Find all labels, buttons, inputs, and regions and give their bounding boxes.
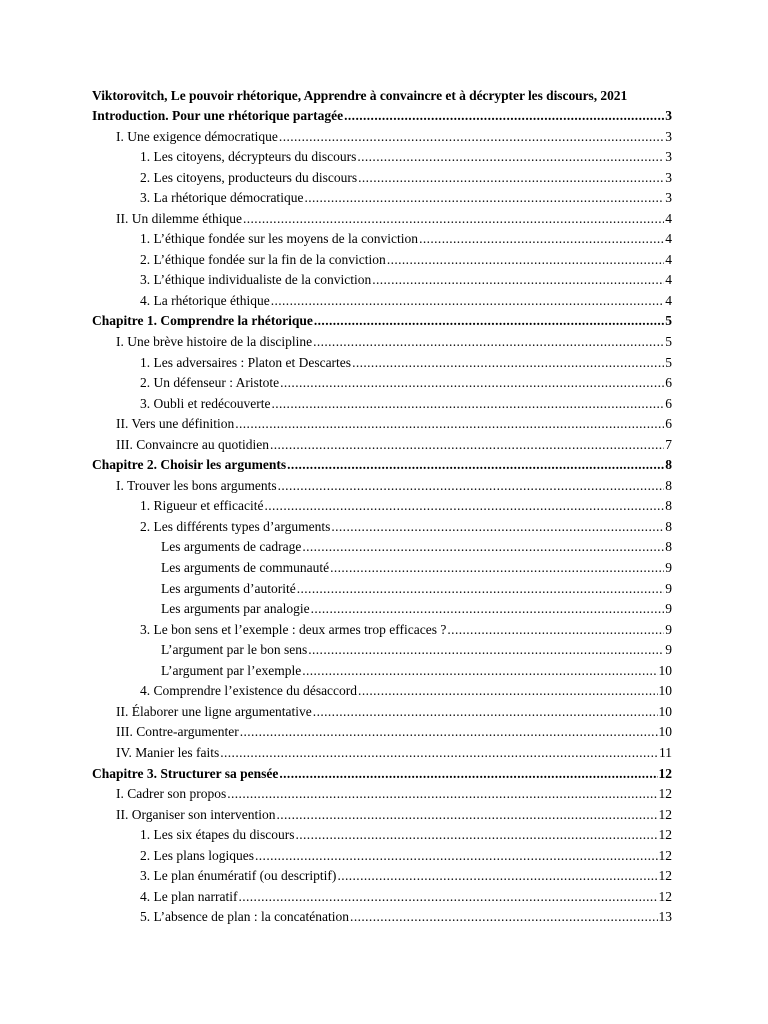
toc-dot-leader bbox=[313, 702, 658, 723]
toc-dot-leader bbox=[279, 764, 657, 785]
toc-entry[interactable] bbox=[92, 476, 672, 497]
toc-entry-label: II. Vers une définition bbox=[116, 416, 235, 432]
toc-dot-leader bbox=[302, 661, 657, 682]
toc-entry-label: 2. Un défenseur : Aristote bbox=[140, 375, 280, 391]
toc-entry[interactable] bbox=[92, 825, 672, 846]
toc-dot-leader bbox=[304, 188, 664, 209]
toc-dot-leader bbox=[238, 887, 657, 908]
toc-dot-leader bbox=[358, 168, 664, 189]
toc-entry-label: 4. La rhétorique éthique bbox=[140, 292, 270, 308]
toc-entry[interactable] bbox=[92, 805, 672, 826]
toc-entry[interactable] bbox=[92, 620, 672, 641]
toc-entry-page-number: 4 bbox=[665, 210, 672, 226]
table-of-contents bbox=[92, 106, 672, 928]
toc-entry-page-number: 12 bbox=[658, 868, 672, 884]
toc-entry[interactable] bbox=[92, 168, 672, 189]
toc-dot-leader bbox=[358, 681, 657, 702]
toc-entry[interactable] bbox=[92, 661, 672, 682]
toc-entry-label: 3. L’éthique individualiste de la conviction bbox=[140, 272, 372, 288]
toc-entry-page-number: 4 bbox=[665, 231, 672, 247]
toc-entry-page-number: 9 bbox=[665, 601, 672, 617]
toc-dot-leader bbox=[387, 250, 664, 271]
toc-entry-label: 2. Les citoyens, producteurs du discours bbox=[140, 169, 358, 185]
toc-entry[interactable] bbox=[92, 764, 672, 785]
toc-entry-page-number: 13 bbox=[658, 909, 672, 925]
toc-dot-leader bbox=[278, 476, 665, 497]
toc-entry-label: Les arguments de cadrage bbox=[161, 539, 302, 555]
toc-entry-label: Chapitre 3. Structurer sa pensée bbox=[92, 765, 279, 781]
toc-entry[interactable] bbox=[92, 702, 672, 723]
toc-entry-page-number: 12 bbox=[658, 888, 672, 904]
toc-entry[interactable] bbox=[92, 229, 672, 250]
toc-entry-label: L’argument par l’exemple bbox=[161, 662, 302, 678]
toc-entry[interactable] bbox=[92, 291, 672, 312]
toc-entry-page-number: 4 bbox=[665, 272, 672, 288]
toc-dot-leader bbox=[297, 579, 665, 600]
toc-dot-leader bbox=[302, 537, 664, 558]
toc-entry-page-number: 5 bbox=[665, 334, 672, 350]
toc-entry-label: Introduction. Pour une rhétorique partagée bbox=[92, 108, 344, 123]
toc-entry-page-number: 9 bbox=[665, 560, 672, 576]
toc-entry-label: 4. Le plan narratif bbox=[140, 888, 238, 904]
toc-entry-page-number: 12 bbox=[658, 847, 672, 863]
toc-entry-page-number: 6 bbox=[665, 395, 672, 411]
toc-entry-page-number: 10 bbox=[658, 683, 672, 699]
toc-entry-page-number: 3 bbox=[665, 108, 672, 123]
toc-entry-label: 1. Rigueur et efficacité bbox=[140, 498, 264, 514]
toc-entry[interactable] bbox=[92, 846, 672, 867]
toc-entry[interactable] bbox=[92, 455, 672, 476]
toc-entry-label: 2. Les plans logiques bbox=[140, 847, 254, 863]
toc-entry-label: I. Cadrer son propos bbox=[116, 786, 227, 802]
toc-dot-leader bbox=[344, 106, 664, 127]
toc-entry[interactable] bbox=[92, 147, 672, 168]
toc-entry[interactable] bbox=[92, 681, 672, 702]
toc-dot-leader bbox=[240, 722, 658, 743]
toc-entry-label: II. Organiser son intervention bbox=[116, 806, 276, 822]
toc-entry[interactable] bbox=[92, 127, 672, 148]
toc-entry-page-number: 7 bbox=[665, 436, 672, 452]
toc-dot-leader bbox=[313, 332, 664, 353]
toc-entry-page-number: 12 bbox=[658, 765, 672, 781]
toc-entry[interactable] bbox=[92, 558, 672, 579]
toc-dot-leader bbox=[271, 291, 665, 312]
toc-entry-page-number: 9 bbox=[665, 580, 672, 596]
toc-entry[interactable] bbox=[92, 373, 672, 394]
toc-entry-page-number: 4 bbox=[665, 292, 672, 308]
toc-dot-leader bbox=[220, 743, 658, 764]
toc-entry[interactable] bbox=[92, 250, 672, 271]
toc-dot-leader bbox=[243, 209, 664, 230]
toc-dot-leader bbox=[330, 558, 664, 579]
toc-entry-page-number: 12 bbox=[658, 806, 672, 822]
toc-entry[interactable] bbox=[92, 866, 672, 887]
toc-entry-page-number: 8 bbox=[665, 518, 672, 534]
toc-entry-page-number: 11 bbox=[659, 744, 672, 760]
toc-entry-page-number: 9 bbox=[665, 642, 672, 658]
toc-entry-label: Les arguments par analogie bbox=[161, 601, 310, 617]
toc-entry-page-number: 12 bbox=[658, 827, 672, 843]
toc-entry[interactable] bbox=[92, 517, 672, 538]
toc-entry-label: IV. Manier les faits bbox=[116, 744, 220, 760]
toc-entry[interactable] bbox=[92, 106, 672, 127]
toc-entry-page-number: 8 bbox=[665, 498, 672, 514]
toc-dot-leader bbox=[419, 229, 664, 250]
toc-dot-leader bbox=[311, 599, 665, 620]
toc-entry-page-number: 3 bbox=[665, 190, 672, 206]
toc-entry-label: Les arguments d’autorité bbox=[161, 580, 296, 596]
toc-dot-leader bbox=[295, 825, 657, 846]
toc-entry[interactable] bbox=[92, 887, 672, 908]
toc-entry-label: II. Un dilemme éthique bbox=[116, 210, 242, 226]
toc-entry-label: I. Une exigence démocratique bbox=[116, 128, 278, 144]
toc-entry-page-number: 8 bbox=[665, 539, 672, 555]
toc-entry-label: 3. La rhétorique démocratique bbox=[140, 190, 304, 206]
toc-entry-label: L’argument par le bon sens bbox=[161, 642, 308, 658]
toc-dot-leader bbox=[357, 147, 664, 168]
toc-entry-label: 1. Les adversaires : Platon et Descartes bbox=[140, 354, 352, 370]
toc-entry[interactable] bbox=[92, 435, 672, 456]
toc-entry-label: 1. Les six étapes du discours bbox=[140, 827, 295, 843]
toc-entry-label: 3. Oubli et redécouverte bbox=[140, 395, 271, 411]
toc-entry[interactable] bbox=[92, 394, 672, 415]
toc-dot-leader bbox=[276, 805, 657, 826]
toc-dot-leader bbox=[235, 414, 664, 435]
toc-entry-page-number: 5 bbox=[665, 354, 672, 370]
toc-dot-leader bbox=[314, 311, 664, 332]
toc-entry[interactable] bbox=[92, 784, 672, 805]
toc-entry-label: 2. Les différents types d’arguments bbox=[140, 518, 331, 534]
toc-dot-leader bbox=[337, 866, 657, 887]
toc-entry-page-number: 10 bbox=[658, 662, 672, 678]
toc-entry[interactable] bbox=[92, 743, 672, 764]
toc-dot-leader bbox=[350, 907, 657, 928]
toc-entry-page-number: 4 bbox=[665, 251, 672, 267]
toc-dot-leader bbox=[447, 620, 664, 641]
toc-entry-page-number: 6 bbox=[665, 375, 672, 391]
toc-entry[interactable] bbox=[92, 311, 672, 332]
toc-entry-page-number: 3 bbox=[665, 149, 672, 165]
toc-dot-leader bbox=[279, 127, 664, 148]
toc-entry-label: 3. Le plan énumératif (ou descriptif) bbox=[140, 868, 337, 884]
toc-dot-leader bbox=[352, 353, 664, 374]
toc-entry[interactable] bbox=[92, 332, 672, 353]
toc-entry-label: Les arguments de communauté bbox=[161, 560, 330, 576]
toc-entry-label: III. Contre-argumenter bbox=[116, 724, 239, 740]
toc-entry-label: Chapitre 1. Comprendre la rhétorique bbox=[92, 313, 313, 329]
toc-entry[interactable] bbox=[92, 579, 672, 600]
toc-entry[interactable] bbox=[92, 188, 672, 209]
toc-entry-label: I. Une brève histoire de la discipline bbox=[116, 334, 313, 350]
document-title: Viktorovitch, Le pouvoir rhétorique, Apprendre à convaincre et à décrypter les discours, 2021 bbox=[92, 88, 628, 103]
toc-dot-leader bbox=[287, 455, 664, 476]
toc-entry[interactable] bbox=[92, 496, 672, 517]
toc-entry-page-number: 12 bbox=[658, 786, 672, 802]
toc-entry-page-number: 6 bbox=[665, 416, 672, 432]
toc-dot-leader bbox=[227, 784, 657, 805]
toc-dot-leader bbox=[331, 517, 664, 538]
toc-entry[interactable] bbox=[92, 209, 672, 230]
toc-entry-label: 1. L’éthique fondée sur les moyens de la conviction bbox=[140, 231, 419, 247]
toc-entry-label: I. Trouver les bons arguments bbox=[116, 477, 277, 493]
toc-entry[interactable] bbox=[92, 640, 672, 661]
toc-dot-leader bbox=[280, 373, 664, 394]
toc-entry-label: 3. Le bon sens et l’exemple : deux armes trop efficaces ? bbox=[140, 621, 447, 637]
toc-entry-label: Chapitre 2. Choisir les arguments bbox=[92, 457, 287, 473]
toc-dot-leader bbox=[372, 270, 664, 291]
toc-entry[interactable] bbox=[92, 537, 672, 558]
toc-entry[interactable] bbox=[92, 270, 672, 291]
toc-entry-page-number: 5 bbox=[665, 313, 672, 329]
toc-entry[interactable] bbox=[92, 414, 672, 435]
toc-entry-page-number: 8 bbox=[665, 457, 672, 473]
toc-entry-page-number: 3 bbox=[665, 169, 672, 185]
toc-entry-label: 2. L’éthique fondée sur la fin de la conviction bbox=[140, 251, 386, 267]
toc-dot-leader bbox=[270, 435, 664, 456]
toc-dot-leader bbox=[308, 640, 664, 661]
toc-entry-label: 4. Comprendre l’existence du désaccord bbox=[140, 683, 358, 699]
document-page bbox=[92, 86, 672, 928]
toc-entry-page-number: 9 bbox=[665, 621, 672, 637]
toc-entry-page-number: 10 bbox=[658, 724, 672, 740]
toc-entry[interactable] bbox=[92, 353, 672, 374]
toc-entry-label: II. Élaborer une ligne argumentative bbox=[116, 703, 312, 719]
toc-dot-leader bbox=[255, 846, 658, 867]
toc-entry[interactable] bbox=[92, 907, 672, 928]
toc-entry-page-number: 3 bbox=[665, 128, 672, 144]
toc-dot-leader bbox=[271, 394, 664, 415]
toc-entry[interactable] bbox=[92, 722, 672, 743]
toc-entry-label: 1. Les citoyens, décrypteurs du discours bbox=[140, 149, 357, 165]
toc-entry-label: 5. L’absence de plan : la concaténation bbox=[140, 909, 350, 925]
toc-dot-leader bbox=[264, 496, 664, 517]
toc-entry-page-number: 10 bbox=[658, 703, 672, 719]
toc-entry[interactable] bbox=[92, 599, 672, 620]
toc-entry-label: III. Convaincre au quotidien bbox=[116, 436, 269, 452]
toc-entry-page-number: 8 bbox=[665, 477, 672, 493]
